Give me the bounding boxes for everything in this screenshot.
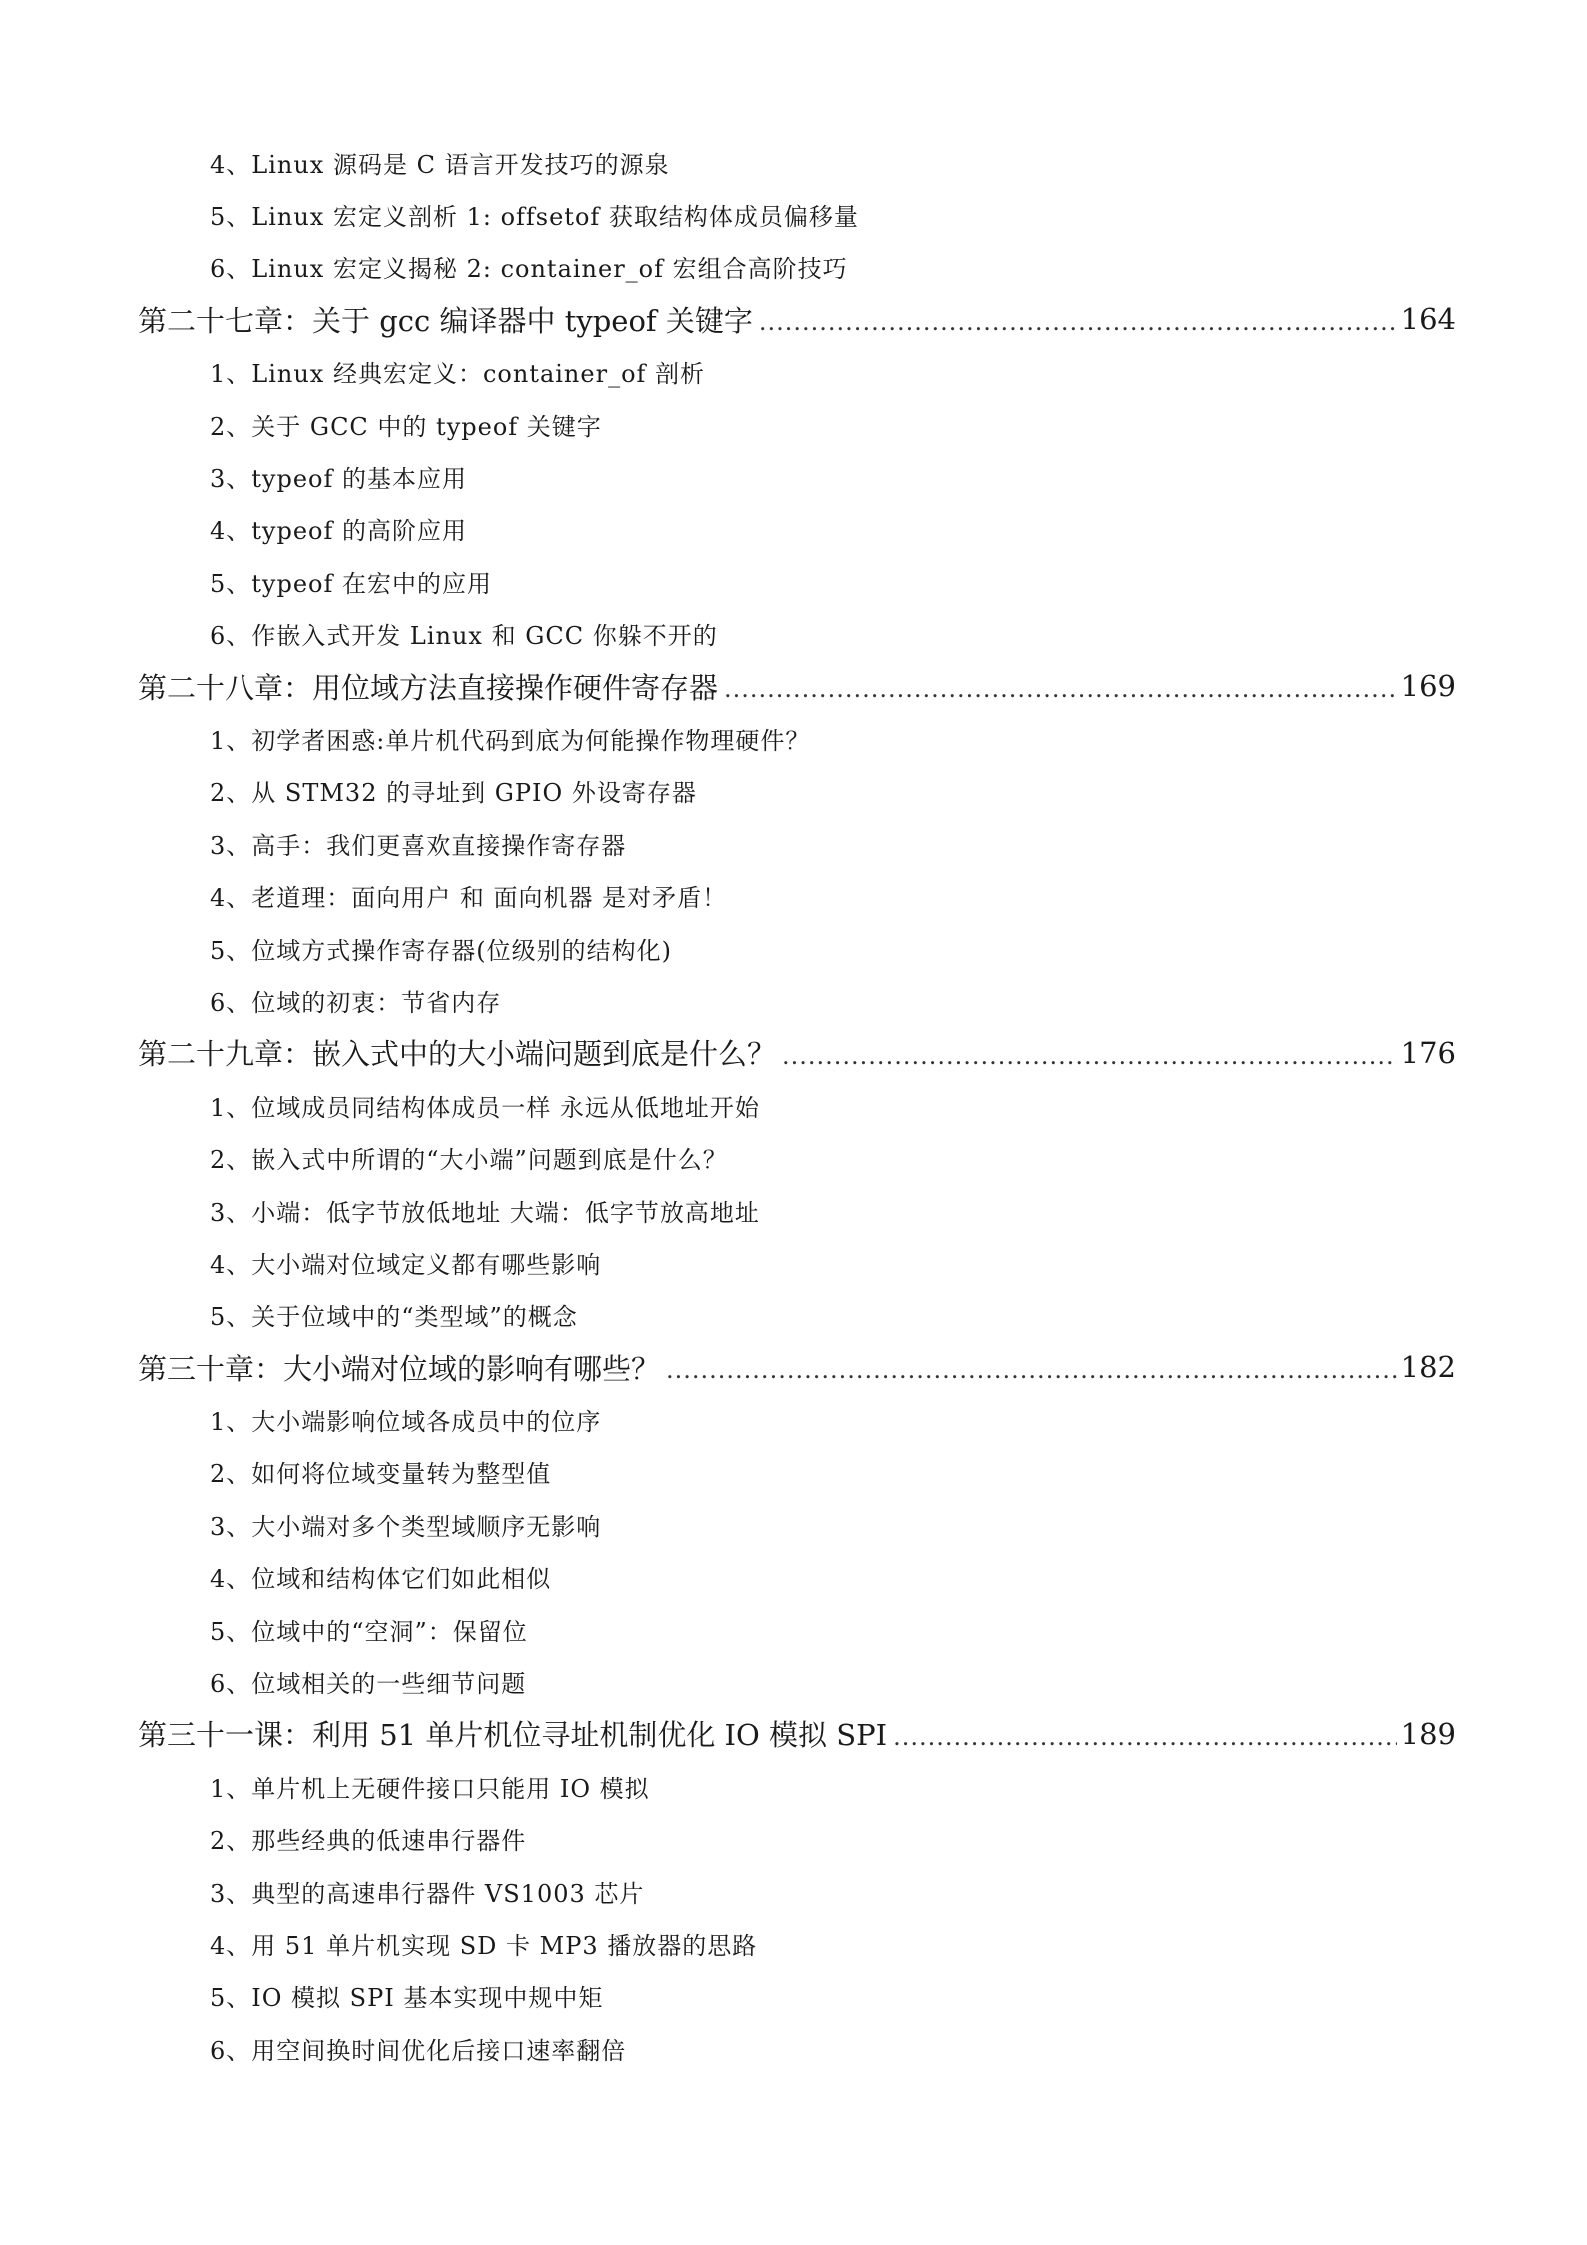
toc-chapter-entry — [0, 660, 1587, 712]
toc-section-item: 6、位域相关的一些细节问题 — [210, 1670, 527, 1699]
toc-section-item: 5、typeof 在宏中的应用 — [210, 569, 492, 598]
toc-section-item: 1、Linux 经典宏定义：container_of 剖析 — [210, 360, 706, 389]
toc-section-item: 5、Linux 宏定义剖析 1: offsetof 获取结构体成员偏移量 — [210, 203, 859, 232]
toc-section-item: 4、用 51 单片机实现 SD 卡 MP3 播放器的思路 — [210, 1931, 758, 1960]
toc-section-item: 1、位域成员同结构体成员一样 永远从低地址开始 — [210, 1093, 760, 1122]
toc-section-item: 2、从 STM32 的寻址到 GPIO 外设寄存器 — [210, 779, 697, 808]
table-of-contents — [0, 136, 1587, 2074]
toc-section-item: 4、位域和结构体它们如此相似 — [210, 1565, 552, 1594]
toc-section-item: 6、用空间换时间优化后接口速率翻倍 — [210, 2036, 627, 2065]
chapter-title: 第二十八章：用位域方法直接操作硬件寄存器 — [138, 670, 719, 705]
toc-section-item: 2、那些经典的低速串行器件 — [210, 1827, 527, 1856]
dot-leader — [893, 1723, 1397, 1751]
toc-section-item: 3、小端：低字节放低地址 大端：低字节放高地址 — [210, 1198, 760, 1227]
toc-section-item: 4、老道理：面向用户 和 面向机器 是对矛盾！ — [210, 884, 728, 913]
chapter-page-number: 176 — [1400, 1035, 1456, 1070]
toc-section-item: 3、大小端对多个类型域顺序无影响 — [210, 1512, 602, 1541]
toc-section-item: 1、大小端影响位域各成员中的位序 — [210, 1408, 602, 1437]
toc-section-item: 5、关于位域中的“类型域”的概念 — [210, 1303, 578, 1332]
toc-section-item: 3、高手：我们更喜欢直接操作寄存器 — [210, 831, 627, 860]
toc-section-item: 2、如何将位域变量转为整型值 — [210, 1460, 552, 1489]
toc-section-item: 1、初学者困惑:单片机代码到底为何能操作物理硬件？ — [210, 726, 811, 755]
toc-section-item: 6、Linux 宏定义揭秘 2: container_of 宏组合高阶技巧 — [210, 255, 848, 284]
toc-section-item: 6、位域的初衷：节省内存 — [210, 988, 502, 1017]
chapter-title: 第二十七章：关于 gcc 编译器中 typeof 关键字 — [138, 303, 753, 338]
toc-section-item: 2、关于 GCC 中的 typeof 关键字 — [210, 412, 602, 441]
toc-section-item: 3、typeof 的基本应用 — [210, 465, 467, 494]
chapter-title: 第三十章：大小端对位域的影响有哪些？ — [138, 1351, 661, 1386]
chapter-page-number: 182 — [1400, 1350, 1456, 1385]
toc-section-item: 4、typeof 的高阶应用 — [210, 517, 467, 546]
toc-section-item: 2、嵌入式中所谓的“大小端”问题到底是什么？ — [210, 1146, 728, 1175]
chapter-title: 第三十一课：利用 51 单片机位寻址机制优化 IO 模拟 SPI — [138, 1718, 888, 1753]
chapter-page-number: 189 — [1400, 1716, 1456, 1751]
toc-chapter-entry — [0, 1027, 1587, 1079]
toc-section-item: 3、典型的高速串行器件 VS1003 芯片 — [210, 1879, 645, 1908]
toc-chapter-entry — [0, 1708, 1587, 1760]
dot-leader — [782, 1042, 1397, 1070]
toc-section-item: 4、大小端对位域定义都有哪些影响 — [210, 1250, 602, 1279]
toc-section-item: 5、位域中的“空洞”：保留位 — [210, 1617, 528, 1646]
toc-section-item: 5、IO 模拟 SPI 基本实现中规中矩 — [210, 1984, 604, 2013]
toc-chapter-entry — [0, 1341, 1587, 1393]
dot-leader — [724, 675, 1397, 703]
toc-section-item: 6、作嵌入式开发 Linux 和 GCC 你躲不开的 — [210, 622, 718, 651]
chapter-page-number: 164 — [1400, 302, 1456, 337]
toc-chapter-entry — [0, 293, 1587, 345]
chapter-title: 第二十九章：嵌入式中的大小端问题到底是什么？ — [138, 1037, 777, 1072]
dot-leader — [759, 308, 1397, 336]
dot-leader — [666, 1356, 1397, 1384]
toc-section-item: 4、Linux 源码是 C 语言开发技巧的源泉 — [210, 150, 670, 179]
toc-section-item: 5、位域方式操作寄存器(位级别的结构化) — [210, 936, 672, 965]
toc-section-item: 1、单片机上无硬件接口只能用 IO 模拟 — [210, 1774, 650, 1803]
chapter-page-number: 169 — [1400, 669, 1456, 704]
